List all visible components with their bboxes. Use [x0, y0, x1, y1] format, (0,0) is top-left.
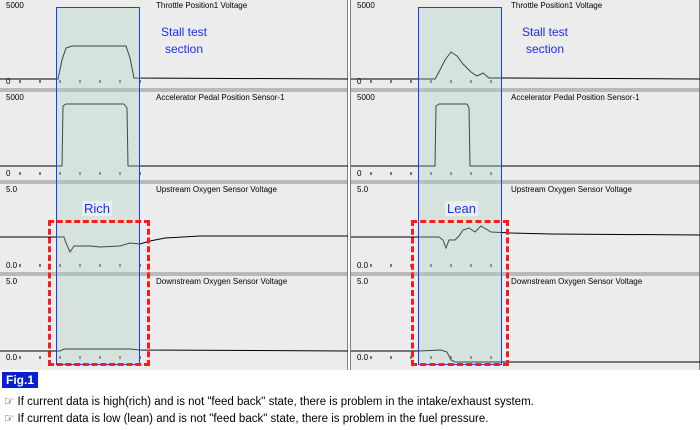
- y-max-label: 5000: [6, 1, 24, 10]
- trace-downstream: [351, 350, 700, 362]
- y-max-label: 5.0: [357, 277, 369, 286]
- right-graph-panel: [350, 0, 700, 370]
- y-max-label: 5.0: [357, 185, 369, 194]
- stall-test-label: Stall test section: [521, 25, 569, 56]
- graph-title: Downstream Oxygen Sensor Voltage: [156, 277, 288, 286]
- y-min-label: 0: [357, 169, 362, 178]
- y-min-label: 0.0: [6, 353, 18, 362]
- y-max-label: 5000: [357, 93, 375, 102]
- y-min-label: 0.0: [357, 353, 369, 362]
- y-min-label: 0: [357, 77, 362, 86]
- y-max-label: 5.0: [6, 185, 18, 194]
- graph-title: Downstream Oxygen Sensor Voltage: [511, 277, 643, 286]
- highlight-box: [48, 220, 150, 366]
- y-min-label: 0: [6, 169, 11, 178]
- trace-upstream: [351, 226, 700, 248]
- graph-title: Accelerator Pedal Position Sensor-1: [511, 93, 640, 102]
- graph-title: Throttle Position1 Voltage: [511, 1, 603, 10]
- y-min-label: 0.0: [357, 261, 369, 270]
- y-max-label: 5000: [357, 1, 375, 10]
- highlight-box: [411, 220, 509, 366]
- figure-badge: Fig.1: [2, 372, 38, 388]
- graph-title: Upstream Oxygen Sensor Voltage: [156, 185, 277, 194]
- y-max-label: 5000: [6, 93, 24, 102]
- stall-test-label: Stall test section: [160, 25, 208, 56]
- graph-title: Accelerator Pedal Position Sensor-1: [156, 93, 285, 102]
- rich-label: Rich: [84, 201, 111, 216]
- lean-label: Lean: [447, 201, 476, 216]
- y-min-label: 0.0: [6, 261, 18, 270]
- note-lean: ☞ If current data is low (lean) and is not "feed back" state, there is problem in the fuel pressure.: [4, 413, 489, 425]
- graph-title: Throttle Position1 Voltage: [156, 1, 248, 10]
- graph-title: Upstream Oxygen Sensor Voltage: [511, 185, 632, 194]
- y-min-label: 0: [6, 77, 11, 86]
- left-graph-panel: [0, 0, 348, 370]
- trace-pedal: [0, 104, 348, 166]
- y-max-label: 5.0: [6, 277, 18, 286]
- trace-pedal: [351, 104, 700, 166]
- note-rich: ☞ If current data is high(rich) and is not "feed back" state, there is problem in the intake/exhaust system.: [4, 396, 534, 408]
